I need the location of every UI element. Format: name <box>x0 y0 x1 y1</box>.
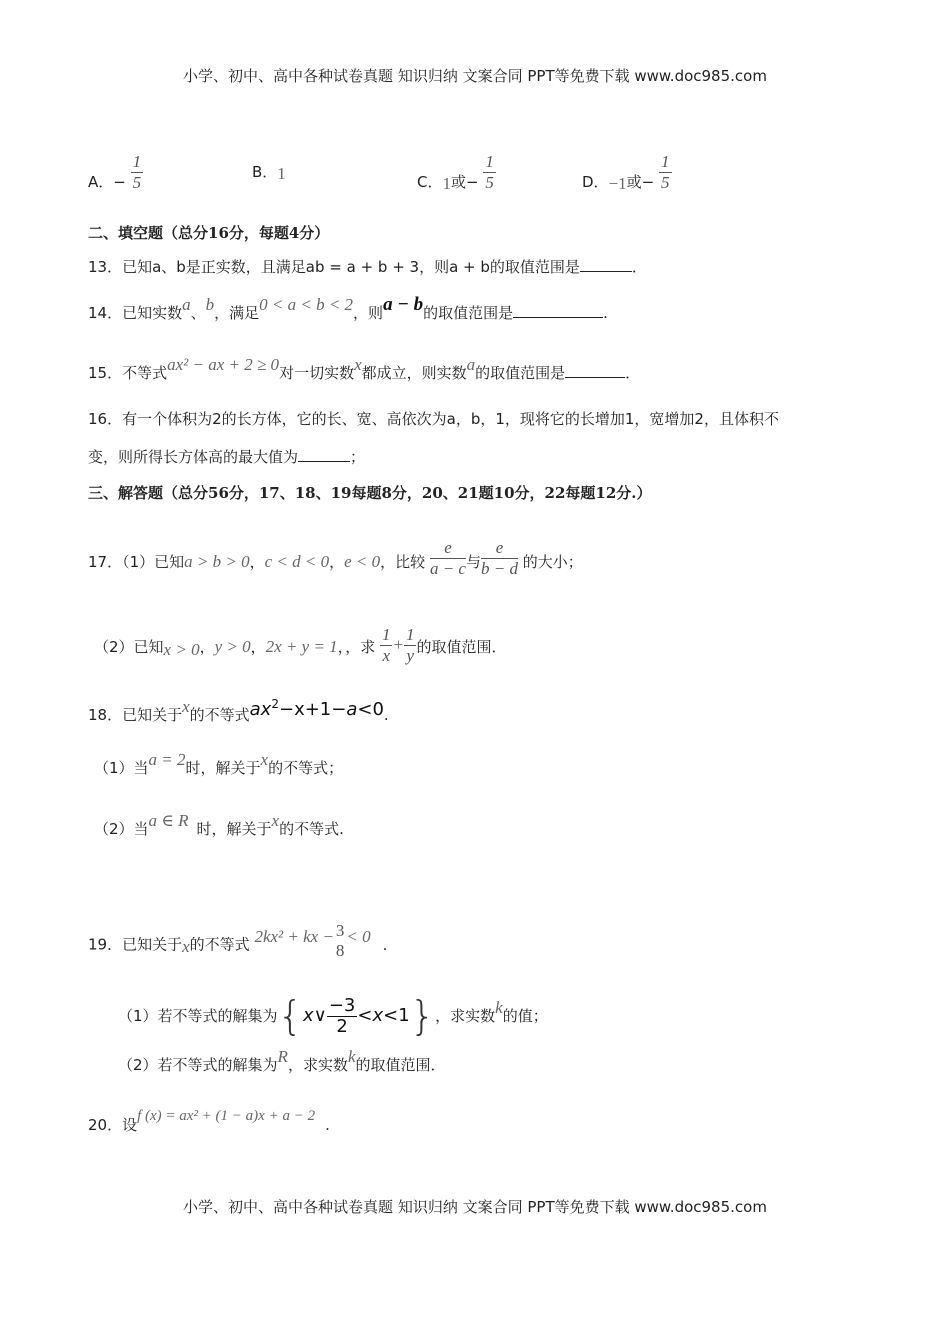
math-expression: e < 0 <box>344 552 381 571</box>
option-label: A． <box>88 173 114 191</box>
punctuation: ． <box>625 364 641 382</box>
fraction <box>327 996 358 1037</box>
question-20 <box>88 1108 330 1135</box>
math-term: −x+1− <box>278 699 347 720</box>
left-brace: { <box>277 993 303 1040</box>
math-expression: x > 0 <box>163 640 200 659</box>
minus-sign: − <box>641 173 655 191</box>
section-heading-solutions: 三、解答题（总分56分，17、18、19每题8分，20、21题10分，22每题12分.） <box>88 484 652 502</box>
option-label: C． <box>417 173 443 191</box>
question-18 <box>88 697 389 724</box>
punctuation: ； <box>350 448 366 466</box>
numerator: e <box>481 538 518 559</box>
math-var: R <box>277 1047 288 1066</box>
question-text: 的取值范围是 <box>475 364 566 382</box>
page-header: 小学、初中、高中各种试卷真题 知识归纳 文案合同 PPT等免费下载 www.doc985.com <box>183 67 767 85</box>
fraction <box>483 152 496 193</box>
punctuation: ． <box>631 258 647 276</box>
punctuation: . <box>325 1116 330 1134</box>
denominator: a − c <box>429 559 466 578</box>
question-19-part1 <box>118 993 548 1040</box>
numerator: e <box>430 538 466 559</box>
question-text: ，求实数 <box>287 1056 348 1074</box>
math-expression: 2kx² + kx − <box>254 926 334 946</box>
fraction <box>380 625 393 666</box>
math-expression: a ∈ R <box>148 811 189 830</box>
math-term: <0 <box>357 699 384 720</box>
question-text: （2）已知 <box>94 638 164 656</box>
math-term: < <box>357 1005 373 1026</box>
math-var: a <box>182 295 191 314</box>
question-text: 20．设 <box>88 1116 138 1134</box>
math-term: <1 <box>383 1005 410 1026</box>
math-term: a <box>346 699 358 720</box>
numerator: 1 <box>381 625 391 644</box>
math-var: x <box>271 811 280 830</box>
question-text: 18．已知关于 <box>88 706 183 724</box>
question-text: 的不等式 <box>189 935 250 954</box>
question-14 <box>88 294 608 323</box>
question-19 <box>88 921 388 960</box>
answer-blank[interactable] <box>580 257 632 272</box>
math-var: k <box>347 1047 356 1066</box>
math-expression: c < d < 0 <box>264 552 330 571</box>
right-brace: } <box>409 993 436 1040</box>
math-var: x <box>303 1005 314 1026</box>
denominator: y <box>406 646 414 665</box>
question-17-part1 <box>88 538 583 578</box>
option-value: 1 <box>277 164 286 183</box>
answer-blank[interactable] <box>565 363 625 378</box>
denominator: 5 <box>132 173 142 192</box>
question-text: ，则 <box>353 304 384 322</box>
question-text: ，求实数 <box>435 1007 496 1025</box>
question-text: 时，解关于 <box>196 820 272 838</box>
plus-sign: + <box>392 635 404 654</box>
denominator: x <box>382 646 390 665</box>
question-text: 15．不等式 <box>88 364 168 382</box>
question-text: （1）若不等式的解集为 <box>118 1007 278 1025</box>
separator: ， <box>249 553 265 571</box>
question-15 <box>88 355 641 383</box>
question-16-line2 <box>88 447 365 467</box>
fraction <box>334 921 347 961</box>
math-term: ax <box>249 699 272 720</box>
math-expression: f (x) = ax² + (1 − a)x + a − 2 <box>137 1108 316 1124</box>
minus-sign: − <box>113 173 126 191</box>
question-text: （2）当 <box>94 820 149 838</box>
section-heading-fill-in: 二、填空题（总分16分，每题4分） <box>88 224 330 242</box>
math-expression: a > b > 0 <box>184 552 250 571</box>
denominator: 2 <box>336 1016 348 1037</box>
question-text: 17．（1）已知 <box>88 553 185 571</box>
math-var: x <box>182 936 190 956</box>
fraction <box>659 152 672 193</box>
question-text: 的不等式； <box>268 759 344 777</box>
minus-sign: − <box>466 173 479 191</box>
question-text: 的大小； <box>522 553 583 571</box>
denominator: 5 <box>661 173 670 192</box>
question-18-part2 <box>94 811 344 839</box>
question-text: （1）当 <box>94 759 149 777</box>
answer-blank[interactable] <box>513 303 603 318</box>
question-text: （2）若不等式的解集为 <box>118 1056 278 1074</box>
question-text: 的不等式. <box>279 820 344 838</box>
question-text: 的取值范围． <box>355 1056 446 1074</box>
punctuation: . <box>603 304 608 322</box>
math-expression: a − b <box>383 294 424 315</box>
question-text: 19．已知关于 <box>88 935 183 954</box>
question-16-line1: 16．有一个体积为2的长方体，它的长、宽、高依次为a，b，1，现将它的长增加1，宽增加2，且体积不 <box>88 410 779 428</box>
math-expression <box>250 699 384 720</box>
fraction <box>404 625 417 666</box>
numerator: 1 <box>661 152 670 171</box>
question-text: 对一切实数 <box>279 364 355 382</box>
fraction <box>131 152 144 193</box>
question-text: 的取值范围． <box>416 638 507 656</box>
math-var: x <box>260 750 269 769</box>
option-d <box>582 152 672 193</box>
math-expression: 2x + y = 1 <box>265 637 338 656</box>
fraction <box>481 538 518 579</box>
question-17-part2 <box>94 625 507 665</box>
or-text: 或 <box>626 173 642 191</box>
numerator: 3 <box>335 921 345 940</box>
question-text: 的取值范围是 <box>423 304 514 322</box>
denominator: b − d <box>481 559 518 578</box>
exponent: 2 <box>271 697 279 711</box>
question-text: 都成立，则实数 <box>361 364 467 382</box>
math-expression: ax² − ax + 2 ≥ 0 <box>167 355 280 374</box>
or-text: 或 <box>450 173 466 191</box>
punctuation: . <box>383 706 389 724</box>
question-text: 变，则所得长方体高的最大值为 <box>88 448 299 466</box>
question-text: 的值； <box>502 1007 548 1025</box>
numerator: −3 <box>328 995 356 1016</box>
denominator: 8 <box>335 941 345 960</box>
fraction <box>430 538 466 579</box>
option-label: B． <box>252 163 278 181</box>
math-var: x <box>354 355 362 374</box>
question-text: ，比较 <box>380 553 426 571</box>
or-symbol: ∨ <box>313 1005 327 1026</box>
question-text: ，满足 <box>214 304 260 322</box>
math-var: k <box>495 998 503 1017</box>
numerator: 1 <box>405 625 415 644</box>
numerator: 1 <box>132 152 142 171</box>
question-text: 时，解关于 <box>185 759 261 777</box>
punctuation: . <box>382 935 388 954</box>
option-value: 1 <box>442 174 451 193</box>
math-expression: a = 2 <box>148 750 186 769</box>
question-text: 14．已知实数 <box>88 304 183 322</box>
math-var: b <box>205 295 215 314</box>
question-text: 13．已知a、b是正实数，且满足ab = a + b + 3，则a + b的取值范围是 <box>88 258 580 276</box>
separator: ， <box>329 553 345 571</box>
answer-blank[interactable] <box>298 447 350 462</box>
math-var: x <box>372 1005 384 1026</box>
separator: ， <box>250 638 266 656</box>
question-text: 、 <box>190 304 206 322</box>
question-text: ，，求 <box>337 638 376 656</box>
page-footer: 小学、初中、高中各种试卷真题 知识归纳 文案合同 PPT等免费下载 www.doc985.com <box>183 1198 767 1216</box>
option-b <box>252 162 286 182</box>
math-var: a <box>466 355 476 374</box>
separator: ， <box>199 638 215 656</box>
math-expression: y > 0 <box>214 637 251 656</box>
numerator: 1 <box>485 152 494 171</box>
option-label: D． <box>582 173 609 191</box>
option-value: −1 <box>608 174 627 193</box>
question-text: 与 <box>465 553 481 571</box>
question-18-part1 <box>94 750 344 778</box>
option-a <box>88 152 143 192</box>
question-text: 的不等式 <box>189 706 250 724</box>
math-expression: < 0 <box>346 926 371 946</box>
option-c <box>417 152 496 193</box>
denominator: 5 <box>485 173 494 192</box>
math-var: x <box>182 697 190 716</box>
math-expression: 0 < a < b < 2 <box>259 295 354 314</box>
question-19-part2 <box>118 1047 446 1075</box>
question-13 <box>88 257 647 277</box>
